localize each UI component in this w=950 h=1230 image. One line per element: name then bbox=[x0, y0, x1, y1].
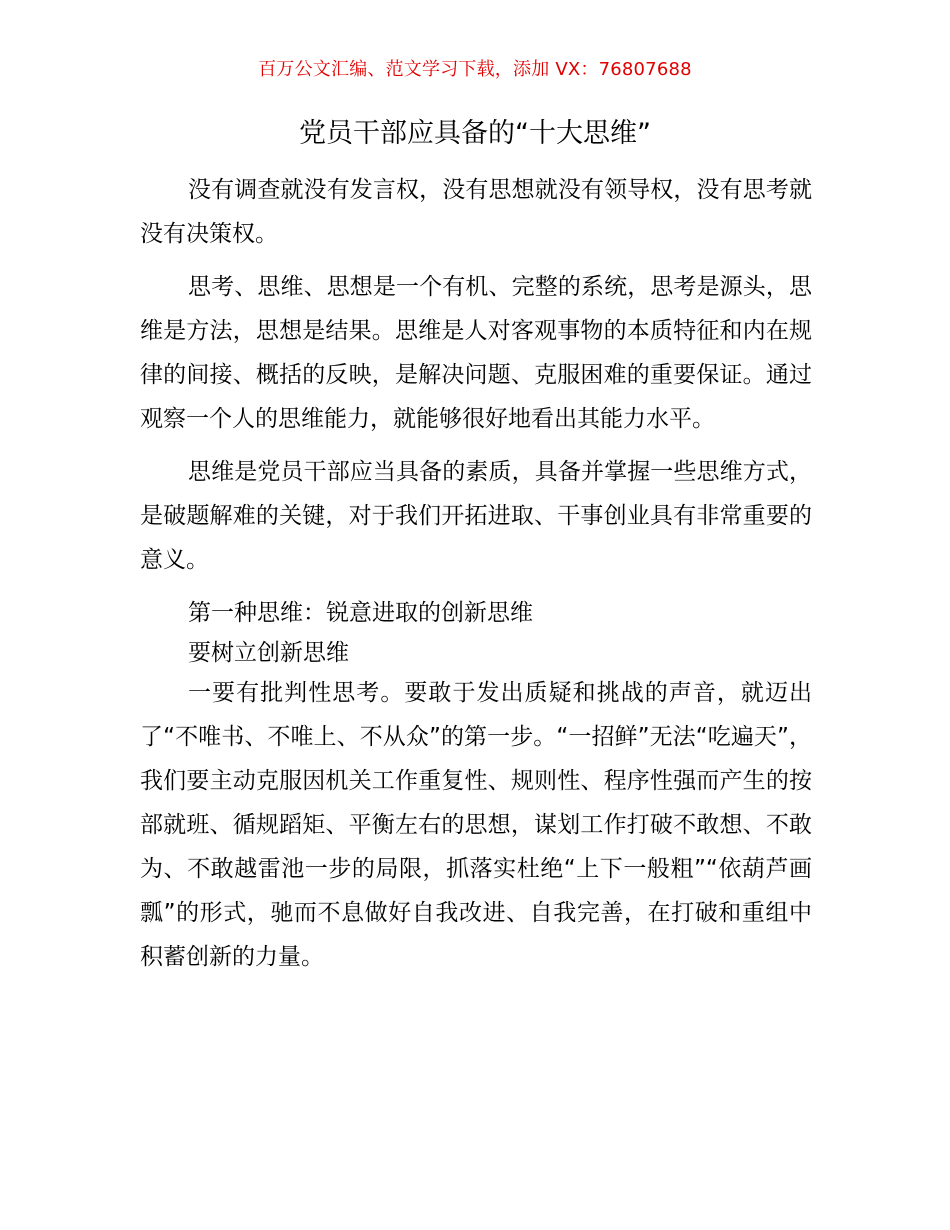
section-heading-first-thinking: 第一种思维：锐意进取的创新思维 bbox=[188, 600, 533, 626]
document-title: 党员干部应具备的“十大思维” bbox=[299, 118, 651, 149]
paragraph-thinking-importance: 思维是党员干部应当具备的素质，具备并掌握一些思维方式，是破题解难的关键，对于我们开拓进取、干事创业具有非常重要的意义。 bbox=[140, 459, 812, 573]
document-body bbox=[140, 168, 812, 988]
watermark-header: 百万公文汇编、范文学习下载，添加 VX：76807688 bbox=[258, 59, 692, 80]
paragraph-thinking-system: 思考、思维、思想是一个有机、完整的系统，思考是源头，思维是方法，思想是结果。思维是人对客观事物的本质特征和内在规律的间接、概括的反映，是解决问题、克服困难的重要保证。通过观察一个人的思维能力，就能够很好地看出其能力水平。 bbox=[140, 274, 812, 432]
subheading-innovation: 要树立创新思维 bbox=[188, 640, 349, 666]
paragraph-intro: 没有调查就没有发言权，没有思想就没有领导权，没有思考就没有决策权。 bbox=[140, 177, 812, 247]
paragraph-critical-thinking: 一要有批判性思考。要敢于发出质疑和挑战的声音，就迈出了“不唯书、不唯上、不从众”的第一步。“一招鲜”无法“吃遍天”，我们要主动克服因机关工作重复性、规则性、程序性强而产生的按部就班、循规蹈矩、平衡左右的思想，谋划工作打破不敢想、不敢为、不敢越雷池一步的局限，抓落实杜绝“上下一般粗”“依葫芦画瓢”的形式，驰而不息做好自我改进、自我完善，在打破和重组中积蓄创新的力量。 bbox=[140, 680, 812, 970]
